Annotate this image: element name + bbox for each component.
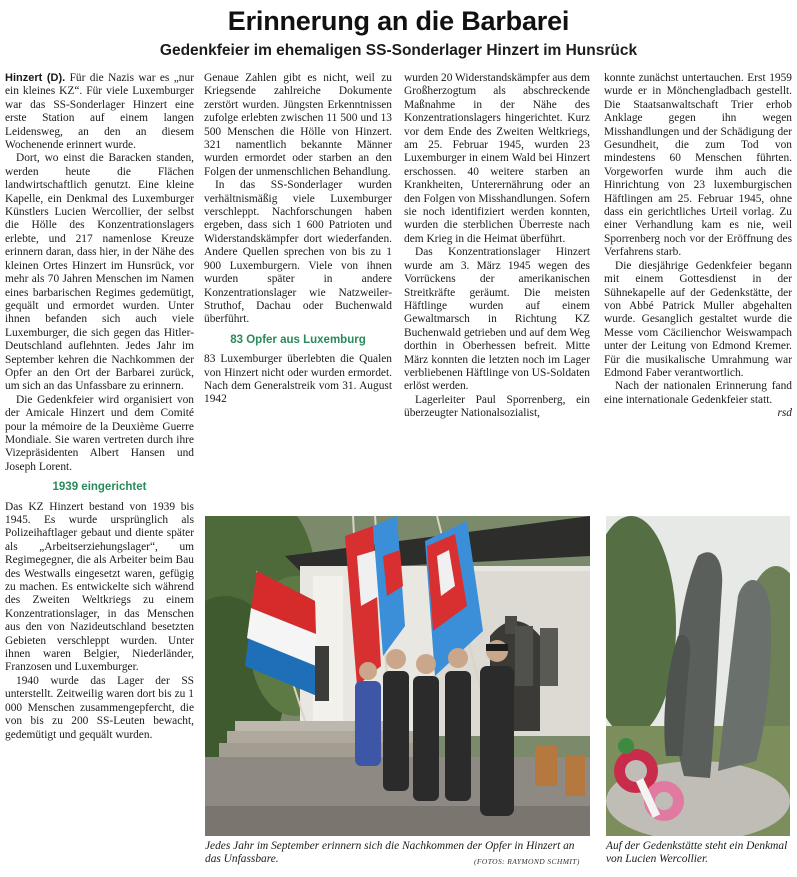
paragraph: 83 Luxemburger überlebten die Qualen von Hinzert nicht oder wurden ermordet. Nach dem Generalstreik vom 31. August 1942 — [204, 353, 392, 406]
crosshead-83-opfer: 83 Opfer aus Luxemburg — [230, 333, 366, 346]
headline: Erinnerung an die Barbarei — [227, 6, 570, 36]
paragraph: Das Konzentrationslager Hinzert wurde am 3. März 1945 wegen des Vorrückens der amerikanischen Streitkräfte geräumt. Die meisten Häftlinge wurden auf einem Gewaltmarsch in Richtung KZ Buchenwald getrieben und auf dem Weg dorthin in Oberhessen befreit. Mitte März konnten die letzten noch im Lager verbliebenen Häftlinge von US-Soldaten erlöst werden. — [404, 246, 590, 393]
paragraph: In das SS-Sonderlager wurden verhältnismäßig viele Luxemburger verschleppt. Nachforschungen haben ergeben, dass sich 1 600 Patrioten und Widerstandskämpfer dort wiederfanden. Andere Quellen sprechen von bis zu 1 900 Luxemburgern. Viele von ihnen wurden später in andere Konzentrationslager wie Natzweiler-Struthof, Dachau oder Buchenwald überführt. — [204, 179, 392, 326]
main-photo-caption: Jedes Jahr im September erinnern sich die Nachkommen der Opfer in Hinzert an das Unfassbare. — [205, 840, 575, 866]
paragraph: konnte zunächst untertauchen. Erst 1959 wurde er in Mönchengladbach gestellt. Die Staatsanwaltschaft Trier erhob Anklage gegen ihn wegen Misshandlungen und der Schädigung der Gesundheit, die zum Tod von mindestens 60 Menschen führten. Vorgeworfen wurde ihm auch die Hinrichtung von 23 luxemburgischen Häftlingen am 25. Februar 1945, ohne dass ein gerichtliches Urteil vorlag. Zu einer Verhandlung kam es nie, weil Sporrenberg noch vor der Eröffnung des Verfahrens starb. — [604, 72, 792, 259]
paragraph: Hinzert (D). Für die Nazis war es „nur ein kleines KZ“. Für viele Luxemburger war das SS-Sonderlager Hinzert eine erste Station auf einem langen Leidensweg, an den an diesem Wochenende erinnert wurde. — [5, 72, 194, 152]
dateline: Hinzert (D). — [5, 72, 66, 84]
ceremony-photo — [205, 516, 590, 836]
paragraph: Genaue Zahlen gibt es nicht, weil zu Kriegsende zahlreiche Dokumente zerstört wurden. Jüngsten Erkenntnissen zufolge erlebten zwischen 11 500 und 13 500 Menschen die Hölle von Hinzert. 321 namentlich bekannte Männer wurden ermordet oder starben an den Folgen der unmenschlichen Behandlung. — [204, 72, 392, 178]
paragraph: Lagerleiter Paul Sporrenberg, ein überzeugter Nationalsozialist, — [404, 393, 590, 420]
subheadline: Gedenkfeier im ehemaligen SS-Sonderlager Hinzert im Hunsrück — [159, 42, 638, 59]
article-column-4 — [604, 72, 792, 512]
paragraph: Die Gedenkfeier wird organisiert von der Amicale Hinzert und dem Comité pour la mémoire de la Deuxième Guerre Mondiale. Sie waren vertreten durch ihre Vizepräsidenten Albert Hansen und Joseph Lorent. — [5, 393, 194, 473]
monument-photo — [606, 516, 790, 836]
photo-credit: (FOTOS: RAYMOND SCHMIT) — [474, 857, 580, 866]
article-column-3 — [404, 72, 590, 512]
article-column-1 — [5, 72, 194, 867]
paragraph: 1940 wurde das Lager der SS unterstellt. Zeitweilig waren dort bis zu 1 000 Menschen zusammengepfercht, die von bis zu 200 SS-Leuten bewacht, gedemütigt und gequält wurden. — [5, 674, 194, 741]
paragraph: wurden 20 Widerstandskämpfer aus dem Großherzogtum als abschreckende Maßnahme in der Nähe des Konzentrationslagers hingerichtet. Kurz vor dem Ende des Zweiten Weltkriegs, am 25. Februar 1945, wurden 23 Luxemburger in einem Wald bei Hinzert erschossen. 40 weitere starben an Krankheiten, Unterernährung oder an den Folgen von Misshandlungen. Sofern sie noch identifiziert werden konnten, wurden die sterblichen Überreste nach dem Krieg in die Heimat überführt. — [404, 72, 590, 245]
paragraph: Nach der nationalen Erinnerung fand eine internationale Gedenkfeier statt. rsd — [604, 380, 792, 420]
paragraph: Das KZ Hinzert bestand von 1939 bis 1945. Es wurde ursprünglich als Polizeihaftlager gebaut und diente später als „Arbeitserziehungslager“, um Regimegegner, die als Arbeiter beim Bau des Westwalls eingesetzt waren, gefügig zu machen. Es entwickelte sich während des Zweiten Weltkriegs zu einem Konzentrationslager, in das Menschen aus den von Nazideutschland besetzten Gebieten verschleppt wurden. Unter ihnen waren Belgier, Niederländer, Franzosen und Luxemburger. — [5, 500, 194, 674]
crosshead-1939: 1939 eingerichtet — [52, 481, 147, 494]
side-photo-caption: Auf der Gedenkstätte steht ein Denkmal von Lucien Wercollier. — [606, 840, 788, 866]
paragraph: Die diesjährige Gedenkfeier begann mit einem Gottesdienst in der Sühnekapelle auf der Gedenkstätte, der von Abbé Patrick Muller abgehalten wurde. Gesanglich gestaltet wurde die Messe vom Cäcilienchor Weiswampach unter der Leitung von Edmond Kremer. Für die musikalische Umrahmung war Edmond Faber verantwortlich. — [604, 259, 792, 379]
author-signature: rsd — [777, 407, 792, 420]
paragraph: Dort, wo einst die Baracken standen, werden heute die Flächen landwirtschaftlich genutzt. Eine kleine Kapelle, ein Denkmal des Luxemburger Künstlers Lucien Wercollier, der selbst die Hölle des Konzentrationslagers erlebte, und 217 namenlose Kreuze erinnern daran, dass hier, in der Nähe des kleinen Ortes Hinzert im Hunsrück, vor mehr als 70 Jahren Menschen im Namen eines barbarischen Regimes gedemütigt, gequält und ermordet wurden. Unter ihnen befanden sich auch viele Luxemburger, die sich gegen das Hitler-Deutschland auflehnten. Jedes Jahr im September kehren die Nachkommen der Opfer an den Ort der Barbarei zurück, um sich an das Unfassbare zu erinnern. — [5, 152, 194, 393]
article-column-2 — [204, 72, 392, 512]
